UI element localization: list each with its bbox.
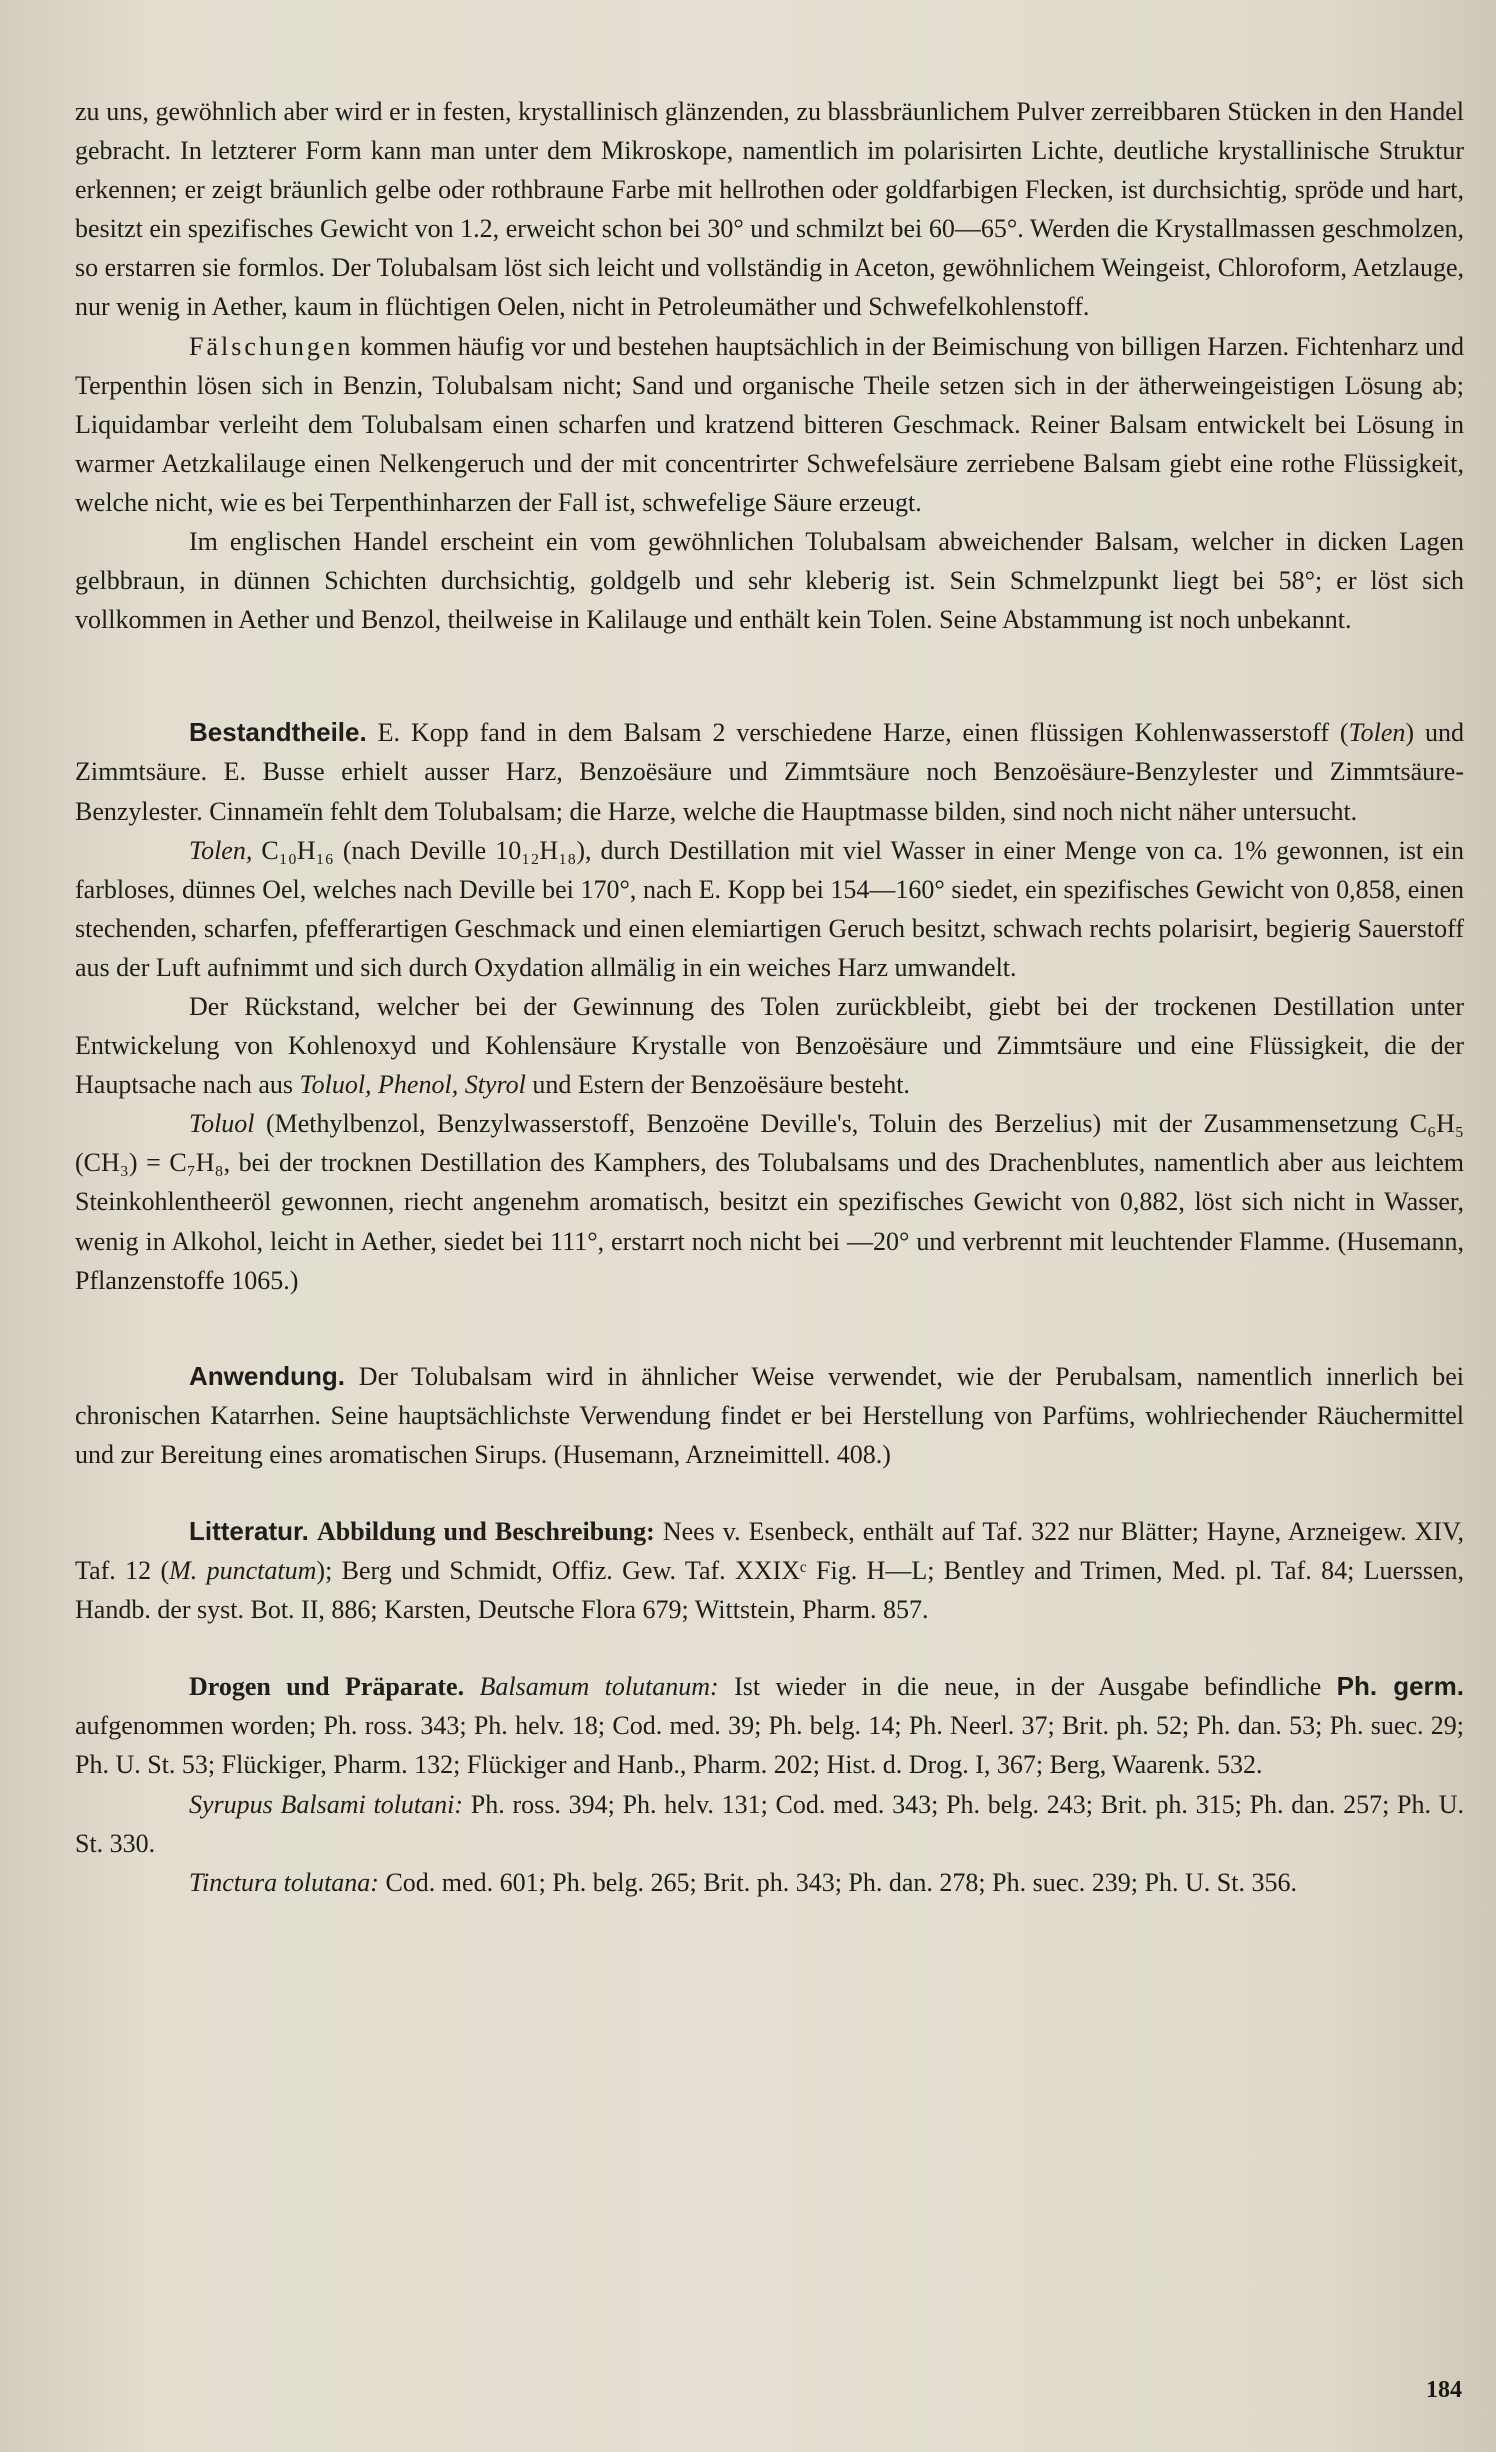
page-number: 184 <box>1426 2377 1462 2403</box>
toluol-paragraph <box>75 1104 1464 1299</box>
tolen-text: C₁₀H₁₆ (nach Deville 10₁₂H₁₈), durch Destillation mit viel Wasser in einer Menge von ca. 1% gewonnen, ist ein farbloses, dünnes Oel, welches nach Deville bei 170°, nach E. Kopp bei 154—160° siedet, ein spezifisches Gewicht von 0,858, einen stechenden, scharfen, pfefferartigen Geschmack und einen elemiartigen Geruch besitzt, schwach rechts polarisirt, begierig Sauerstoff aus der Luft aufnimmt und sich durch Oxydation allmälig in ein weiches Harz umwandelt. <box>75 835 1464 982</box>
rueckstand-text-2: und Estern der Benzoësäure besteht. <box>532 1070 910 1100</box>
drogen-paragraph <box>75 1667 1464 1784</box>
bestandtheile-tolen-italic: Tolen <box>1348 718 1406 748</box>
faelschungen-text: kommen häufig vor und bestehen hauptsächlich in der Beimischung von billigen Harzen. Fichtenharz und Terpenthin lösen sich in Benzin, Tolubalsam nicht; Sand und organische Theile setzen sich in der ätherweingeistigen Lösung ab; Liquidambar verleiht dem Tolubalsam einen scharfen und kratzend bitteren Geschmack. Reiner Balsam entwickelt bei Lösung in warmer Aetzkalilauge einen Nelkengeruch und der mit concentrirter Schwefelsäure zerriebene Balsam giebt eine rothe Flüssigkeit, welche nicht, wie es bei Terpenthinharzen der Fall ist, schwefelige Säure erzeugt. <box>75 331 1465 517</box>
tolen-paragraph <box>75 831 1464 987</box>
bestandtheile-text-2: ) und Zimmtsäure. E. Busse erhielt ausser Harz, Benzoësäure und Zimmtsäure noch Benzoësäure-Benzylester und Zimmtsäure-Benzylester. Cinnameïn fehlt dem Tolubalsam; die Harze, welche die Hauptmasse bilden, sind noch nicht näher untersucht. <box>75 718 1464 826</box>
litteratur-paragraph <box>75 1512 1464 1629</box>
rueckstand-italic: Toluol, Phenol, Styrol <box>299 1070 526 1100</box>
drogen-bold-phgerm: Ph. germ. <box>1336 1671 1465 1702</box>
drogen-text-1: Ist wieder in die neue, in der Ausgabe befindliche <box>734 1672 1322 1702</box>
rueckstand-paragraph <box>75 987 1464 1104</box>
litteratur-subheading: Abbildung und Beschreibung: <box>316 1517 655 1546</box>
anwendung-paragraph <box>75 1357 1464 1474</box>
syrupus-text: Ph. ross. 394; Ph. helv. 131; Cod. med. 343; Ph. belg. 243; Brit. ph. 315; Ph. dan. 257; Ph. U. St. 330. <box>75 1789 1465 1858</box>
litteratur-text-1: Nees v. Esenbeck, enthält auf Taf. 322 nur Blätter; Hayne, Arzneigew. XIV, Taf. 12 ( <box>75 1517 1465 1586</box>
litteratur-heading: Litteratur. <box>189 1516 309 1546</box>
englisch-text: Im englischen Handel erscheint ein vom gewöhnlichen Tolubalsam abweichender Balsam, welcher in dicken Lagen gelbbraun, in dünnen Schichten durchsichtig, goldgelb und sehr kleberig ist. Sein Schmelzpunkt liegt bei 58°; er löst sich vollkommen in Aether und Benzol, theilweise in Kalilauge und enthält kein Tolen. Seine Abstammung ist noch unbekannt. <box>75 527 1464 635</box>
tinctura-paragraph <box>75 1863 1464 1902</box>
englisch-paragraph <box>75 522 1464 639</box>
tolen-heading: Tolen, <box>189 835 253 865</box>
litteratur-italic: M. punctatum <box>169 1556 317 1586</box>
drogen-italic: Balsamum tolutanum: <box>479 1672 719 1702</box>
faelschungen-paragraph <box>75 327 1464 522</box>
bestandtheile-text-1: E. Kopp fand in dem Balsam 2 verschiedene Harze, einen flüssigen Kohlenwasserstoff ( <box>377 718 1349 748</box>
tinctura-text: Cod. med. 601; Ph. belg. 265; Brit. ph. 343; Ph. dan. 278; Ph. suec. 239; Ph. U. St. 356. <box>385 1867 1297 1897</box>
intro-paragraph <box>75 92 1464 327</box>
toluol-text: (Methylbenzol, Benzylwasserstoff, Benzoëne Deville's, Toluin des Berzelius) mit der Zusammensetzung C₆H₅ (CH₃) = C₇H₈, bei der trocknen Destillation des Kamphers, des Tolubalsams und des Drachenblutes, namentlich aber aus leichtem Steinkohlentheeröl gewonnen, riecht angenehm aromatisch, besitzt ein spezifisches Gewicht von 0,882, löst sich nicht in Wasser, wenig in Alkohol, leicht in Aether, siedet bei 111°, erstarrt noch nicht bei —20° und verbrennt mit leuchtender Flamme. (Husemann, Pflanzenstoffe 1065.) <box>75 1109 1464 1295</box>
anwendung-heading: Anwendung. <box>189 1360 345 1391</box>
rueckstand-text-1: Der Rückstand, welcher bei der Gewinnung des Tolen zurückbleibt, giebt bei der trockenen Destillation unter Entwickelung von Kohlenoxyd und Kohlensäure Krystalle von Benzoësäure und Zimmtsäure und eine Flüssigkeit, die der Hauptsache nach aus <box>75 991 1464 1100</box>
syrupus-heading: Syrupus Balsami tolutani: <box>189 1789 464 1819</box>
bestandtheile-heading: Bestandtheile. <box>189 717 367 748</box>
toluol-heading: Toluol <box>189 1109 255 1139</box>
drogen-heading: Drogen und Präparate. <box>189 1672 465 1702</box>
intro-text: zu uns, gewöhnlich aber wird er in festen, krystallinisch glänzenden, zu blassbräunlichem Pulver zerreibbaren Stücken in den Handel gebracht. In letzterer Form kann man unter dem Mikroskope, namentlich im polarisirten Lichte, deutliche krystallinische Struktur erkennen; er zeigt bräunlich gelbe oder rothbraune Farbe mit hellrothen oder goldfarbigen Flecken, ist durchsichtig, spröde und hart, besitzt ein spezifisches Gewicht von 1.2, erweicht schon bei 30° und schmilzt bei 60—65°. Werden die Krystallmassen geschmolzen, so erstarren sie formlos. Der Tolubalsam löst sich leicht und vollständig in Aceton, gewöhnlichem Weingeist, Chloroform, Aetzlauge, nur wenig in Aether, kaum in flüchtigen Oelen, nicht in Petroleumäther und Schwefelkohlenstoff. <box>75 97 1464 322</box>
bestandtheile-paragraph <box>75 713 1464 830</box>
anwendung-text: Der Tolubalsam wird in ähnlicher Weise verwendet, wie der Perubalsam, namentlich innerlich bei chronischen Katarrhen. Seine hauptsächlichste Verwendung findet er bei Herstellung von Parfüms, wohlriechender Räuchermittel und zur Bereitung eines aromatischen Sirups. (Husemann, Arzneimittell. 408.) <box>75 1361 1464 1469</box>
syrupus-paragraph <box>75 1785 1464 1863</box>
faelschungen-heading: Fälschungen <box>189 331 354 361</box>
litteratur-text-2: ); Berg und Schmidt, Offiz. Gew. Taf. XXIXᶜ Fig. H—L; Bentley and Trimen, Med. pl. Taf. 84; Luerssen, Handb. der syst. Bot. II, 886; Karsten, Deutsche Flora 679; Wittstein, Pharm. 857. <box>75 1556 1465 1625</box>
tinctura-heading: Tinctura tolutana: <box>189 1867 379 1897</box>
drogen-text-2: aufgenommen worden; Ph. ross. 343; Ph. helv. 18; Cod. med. 39; Ph. belg. 14; Ph. Neerl. 37; Brit. ph. 52; Ph. dan. 53; Ph. suec. 29; Ph. U. St. 53; Flückiger, Pharm. 132; Flückiger and Hanb., Pharm. 202; Hist. d. Drog. I, 367; Berg, Waarenk. 532. <box>75 1711 1464 1780</box>
